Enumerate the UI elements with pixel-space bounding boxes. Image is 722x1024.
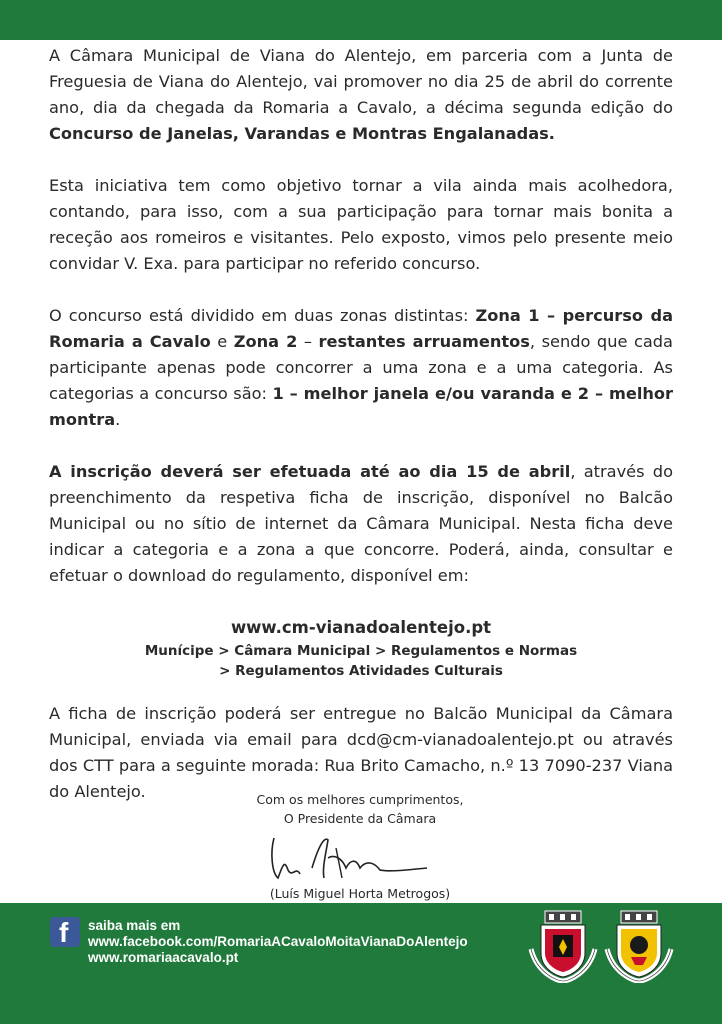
top-green-band	[0, 0, 722, 40]
regulation-link-block	[49, 615, 673, 681]
facebook-link[interactable]: www.facebook.com/RomariaACavaloMoitaVianaDoAlentejo	[88, 934, 468, 949]
registration-text: , através do preenchimento da respetiva ficha de inscrição, disponível no Balcão Municipal ou no sítio de internet da Câmara Municipal. Nesta ficha deve indicar a categoria e a zona a que concorre. Poderá, ainda, consultar e efetuar o download do regulamento, disponível em:	[49, 462, 673, 585]
zones-text: .	[115, 410, 121, 429]
zones-text: O concurso está dividido em duas zonas distintas:	[49, 306, 476, 325]
regulation-path-2: > Regulamentos Atividades Culturais	[219, 663, 503, 679]
letter-body	[49, 43, 673, 831]
zones-text: e	[210, 332, 234, 351]
paragraph-intro	[49, 43, 673, 147]
closing-greeting: Com os melhores cumprimentos,	[256, 792, 464, 807]
zone-1: Zona 1 – percurso da Romaria a Cavalo	[49, 306, 673, 351]
municipal-crest-icon	[527, 909, 599, 983]
zones-text: –	[297, 332, 319, 351]
paragraph-registration	[49, 459, 673, 589]
closing-role: O Presidente da Câmara	[283, 811, 437, 826]
website-footer-link[interactable]: www.romariaacavalo.pt	[88, 950, 239, 965]
categories: 1 – melhor janela e/ou varanda e 2 – melhor montra	[49, 384, 673, 429]
footer-links	[88, 918, 468, 966]
signatory-name: (Luís Miguel Horta Metrogos)	[269, 886, 451, 901]
signature-image	[262, 828, 432, 888]
registration-deadline: A inscrição deverá ser efetuada até ao dia 15 de abril	[49, 462, 571, 481]
regulation-path-1: Munícipe > Câmara Municipal > Regulamentos e Normas	[144, 643, 578, 659]
zone-2: Zona 2	[233, 332, 298, 351]
paragraph-submission: A ficha de inscrição poderá ser entregue no Balcão Municipal da Câmara Municipal, enviada via email para dcd@cm-vianadoalentejo.pt ou através dos CTT para a seguinte morada: Rua Brito Camacho, n.º 13 7090-237 Viana do Alentejo.	[49, 704, 673, 801]
intro-text: A Câmara Municipal de Viana do Alentejo, em parceria com a Junta de Freguesia de Viana do Alentejo, vai promover no dia 25 de abril do corrente ano, dia da chegada da Romaria a Cavalo, a décima segunda edição do	[49, 46, 673, 117]
footer-intro: saiba mais em	[88, 918, 181, 933]
zone-2-desc: restantes arruamentos	[318, 332, 530, 351]
website-link[interactable]: www.cm-vianadoalentejo.pt	[230, 618, 492, 637]
paragraph-objective: Esta iniciativa tem como objetivo tornar a vila ainda mais acolhedora, contando, para isso, com a sua participação para tornar mais bonita a receção aos romeiros e visitantes. Pelo exposto, vimos pelo presente meio convidar V. Exa. para participar no referido concurso.	[49, 176, 673, 273]
footer	[0, 903, 722, 1024]
paragraph-zones	[49, 303, 673, 433]
facebook-icon[interactable]: f	[50, 917, 80, 947]
zones-text: , sendo que cada participante apenas pode concorrer a uma zona e a uma categoria. As categorias a concurso são:	[49, 332, 673, 403]
parish-crest-icon	[603, 909, 675, 983]
contest-name: Concurso de Janelas, Varandas e Montras Engalanadas.	[49, 124, 555, 143]
